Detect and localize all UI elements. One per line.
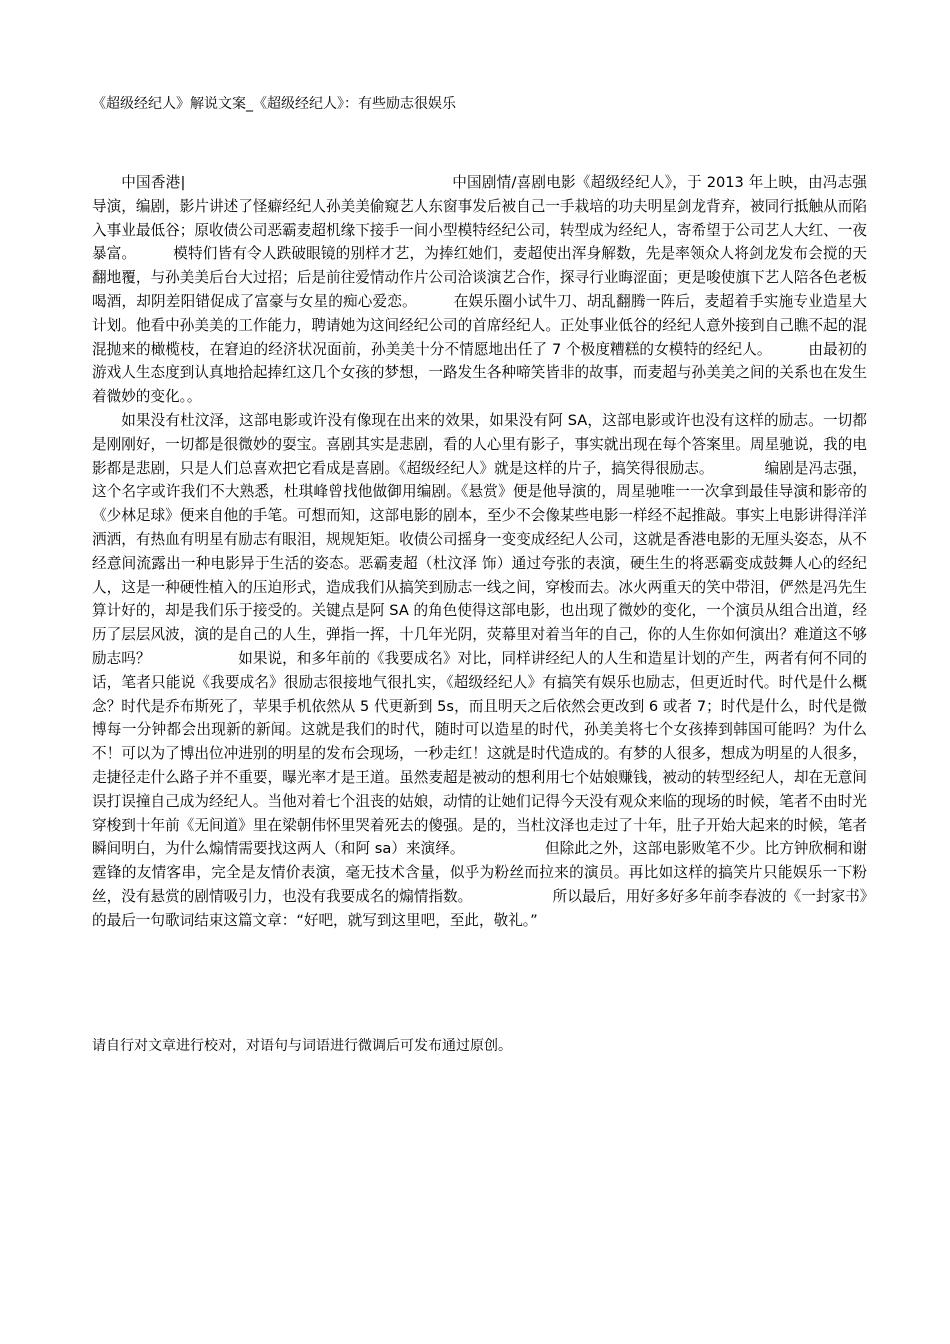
article-body xyxy=(92,171,867,933)
document-title: 《超级经纪人》解说文案_《超级经纪人》：有些励志很娱乐 xyxy=(92,96,456,112)
article-paragraph-intro: 中国香港| 中国剧情/喜剧电影《超级经纪人》，于 2013 年上映，由冯志强导演，编剧，影片讲述了怪癖经纪人孙美美偷窥艺人东窗事发后被自己一手栽培的功夫明星剑龙背弃，被同行抵触从而陷入事业最低谷；原收债公司恶霸麦超机缘下接手一间小型模特经纪公司，转型成为经纪人，寄希望于公司艺人大红、一夜暴富。 模特们皆有令人跌破眼镜的别样才艺，为捧红她们，麦超使出浑身解数，先是率领众人将剑龙发布会搅的天翻地覆，与孙美美后台大过招；后是前往爱情动作片公司洽谈演艺合作，探寻行业晦涩面；更是唆使旗下艺人陪各色老板喝酒，却阴差阳错促成了富豪与女星的痴心爱恋。 在娱乐圈小试牛刀、胡乱翻腾一阵后，麦超着手实施专业造星大计划。他看中孙美美的工作能力，聘请她为这间经纪公司的首席经纪人。正处事业低谷的经纪人意外接到自己瞧不起的混混抛来的橄榄枝，在窘迫的经济状况面前，孙美美十分不情愿地出任了 7 个极度糟糕的女模特的经纪人。 由最初的游戏人生态度到认真地拾起捧红这几个女孩的梦想，一路发生各种啼笑皆非的故事，而麦超与孙美美之间的关系也在发生着微妙的变化。。 xyxy=(92,174,867,406)
footer-note: 请自行对文章进行校对，对语句与词语进行微调后可发布通过原创。 xyxy=(92,1038,512,1054)
article-paragraph-review: 如果没有杜汶泽，这部电影或许没有像现在出来的效果，如果没有阿 SA，这部电影或许也没有这样的励志。一切都是刚刚好，一切都是很微妙的耍宝。喜剧其实是悲剧，看的人心里有影子，事实就出现在每个答案里。周星驰说，我的电影都是悲剧，只是人们总喜欢把它看成是喜剧。《超级经纪人》就是这样的片子，搞笑得很励志。 编剧是冯志强，这个名字或许我们不大熟悉，杜琪峰曾找他做御用编剧。《悬赏》便是他导演的，周星驰唯一一次拿到最佳导演和影帝的《少林足球》便来自他的手笔。可想而知，这部电影的剧本，至少不会像某些电影一样经不起推敲。事实上电影讲得洋洋洒洒，有热血有明星有励志有眼泪，规规矩矩。收债公司摇身一变变成经纪人公司，这就是香港电影的无厘头姿态，从不经意间流露出一种电影异于生活的姿态。恶霸麦超（杜汶泽 饰）通过夸张的表演，硬生生的将恶霸变成鼓舞人心的经纪人，这是一种硬性植入的压迫形式，造成我们从搞笑到励志一线之间，穿梭而去。冰火两重天的笑中带泪，俨然是冯先生算计好的，却是我们乐于接受的。关键点是阿 SA 的角色使得这部电影，也出现了微妙的变化，一个演员从组合出道，经历了层层风波，演的是自己的人生，弹指一挥，十几年光阴，荧幕里对着当年的自己，你的人生你如何演出？难道这不够励志吗？ 如果说，和多年前的《我要成名》对比，同样讲经纪人的人生和造星计划的产生，两者有何不同的话，笔者只能说《我要成名》很励志很接地气很扎实，《超级经纪人》有搞笑有娱乐也励志，但更近时代。时代是什么概念？时代是乔布斯死了，苹果手机依然从 5 代更新到 5s，而且明天之后依然会更改到 6 或者 7；时代是什么，时代是微博每一分钟都会出现新的新闻。这就是我们的时代，随时可以造星的时代，孙美美将七个女孩捧到韩国可能吗？为什么不！可以为了博出位冲进别的明星的发布会现场，一秒走红！这就是时代造成的。有梦的人很多，想成为明星的人很多，走捷径走什么路子并不重要，曝光率才是王道。虽然麦超是被动的想利用七个姑娘赚钱，被动的转型经纪人，却在无意间误打误撞自己成为经纪人。当他对着七个沮丧的姑娘，动情的让她们记得今天没有观众来临的现场的时候，笔者不由时光穿梭到十年前《无间道》里在梁朝伟怀里哭着死去的傻强。是的，当杜汶泽也走过了十年，肚子开始大起来的时候，笔者瞬间明白，为什么煽情需要找这两人（和阿 sa）来演绎。 但除此之外，这部电影败笔不少。比方钟欣桐和谢霆锋的友情客串，完全是友情价表演，毫无技术含量，似乎为粉丝而拉来的演员。再比如这样的搞笑片只能娱乐一下粉丝，没有悬赏的剧情吸引力，也没有我要成名的煽情指数。 所以最后，用好多好多年前李春波的《一封家书》的最后一句歌词结束这篇文章：“好吧，就写到这里吧，至此，敬礼。” xyxy=(92,411,867,929)
